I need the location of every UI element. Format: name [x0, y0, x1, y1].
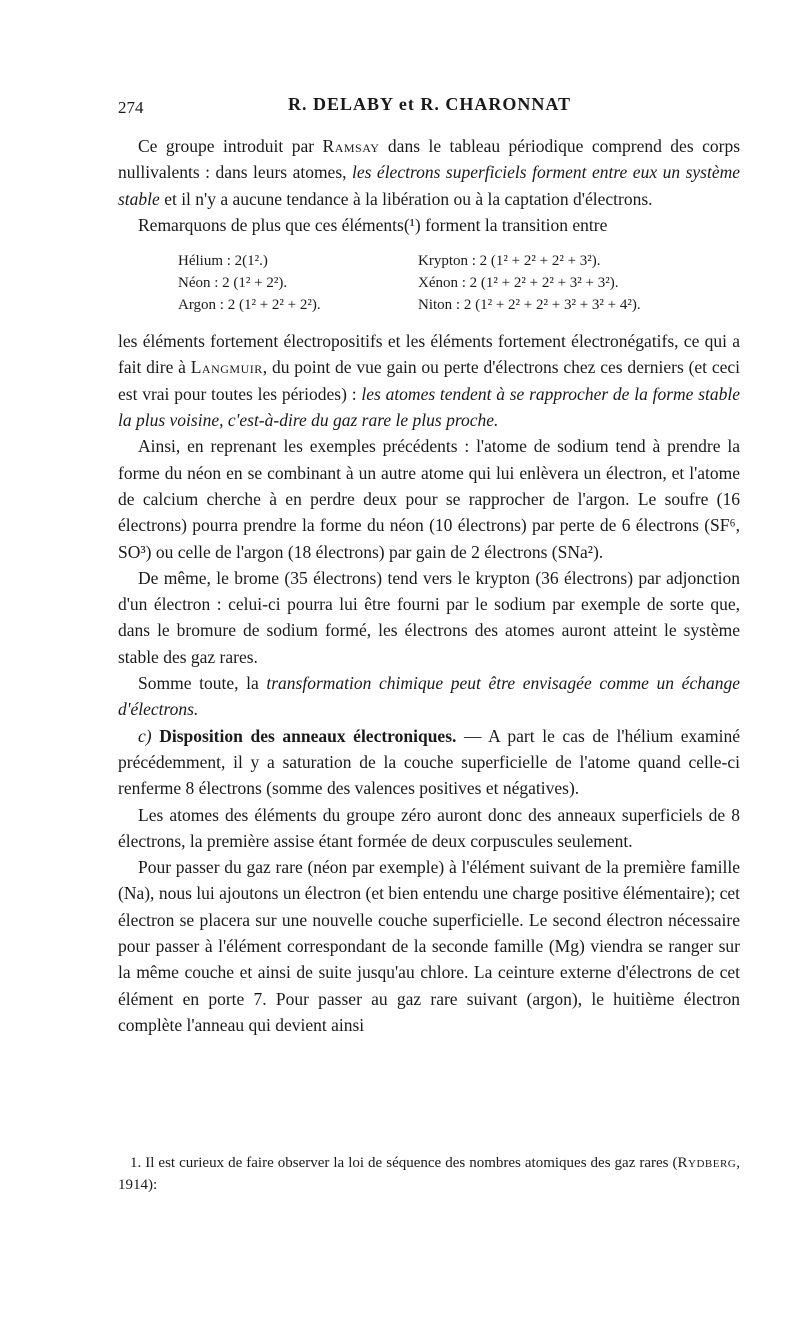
- page-number: 274: [118, 98, 144, 117]
- section-label: c): [138, 725, 152, 746]
- section-heading: Disposition des anneaux électroniques.: [159, 725, 457, 746]
- running-title: R. DELABY et R. CHARONNAT: [288, 94, 571, 114]
- element-entry: Néon : 2 (1² + 2²).: [178, 275, 288, 292]
- text-run: , 1914):: [118, 1155, 740, 1193]
- emphasis: transformation chimique peut être envisagée comme un échange d'électrons.: [118, 673, 740, 720]
- text-run: dans le tableau périodique comprend des corps nullivalents : dans leurs atomes,: [118, 136, 741, 183]
- text-run: 1. Il est curieux de faire observer la loi de séquence des nombres atomiques des gaz rares (: [130, 1155, 678, 1171]
- text-run: , du point de vue gain ou perte d'électrons chez ces derniers (et ceci est vrai pour toutes les périodes) :: [118, 357, 741, 404]
- author-name: Langmuir: [190, 357, 263, 378]
- paragraph: [118, 723, 740, 802]
- footnote-text: [118, 1152, 740, 1196]
- element-entry: Argon : 2 (1² + 2² + 2²).: [178, 297, 321, 314]
- text-run: et il n'y a aucune tendance à la libération ou à la captation d'électrons.: [159, 188, 653, 209]
- paragraph: Les atomes des éléments du groupe zéro auront donc des anneaux superficiels de 8 électrons, la première assise étant formée de deux corpuscules seulement.: [118, 804, 740, 851]
- element-entry: Niton : 2 (1² + 2² + 2² + 3² + 3² + 4²).: [418, 297, 641, 314]
- paragraph: [118, 670, 740, 723]
- text-run: Ce groupe introduit par: [138, 136, 323, 156]
- element-list: [178, 250, 740, 316]
- element-entry: Krypton : 2 (1² + 2² + 2² + 3²).: [418, 253, 601, 270]
- element-entry: Xénon : 2 (1² + 2² + 2² + 3² + 3²).: [418, 275, 619, 292]
- footnote: [118, 1152, 740, 1196]
- paragraph: [118, 133, 740, 212]
- text-run: les éléments fortement électropositifs et les éléments fortement électronégatifs, ce qui a fait dire à: [118, 331, 740, 378]
- paragraph: Ainsi, en reprenant les exemples précédents : l'atome de sodium tend à prendre la forme du néon en se combinant à un autre atome qui lui enlèvera un électron, et l'atome de calcium cherche à en perdre deux pour se rapprocher de l'argon. Le soufre (16 électrons) pourra prendre la forme du néon (10 électrons) par perte de 6 électrons (SF⁶, SO³) ou celle de l'argon (18 électrons) par gain de 2 électrons (SNa²).: [118, 436, 740, 562]
- text-run: Somme toute, la: [138, 673, 267, 694]
- paragraph: De même, le brome (35 électrons) tend vers le krypton (36 électrons) par adjonction d'un électron : celui-ci pourra lui être fourni par le sodium par exemple de sorte que, dans le bromure de sodium formé, les électrons des atomes auront atteint le système stable des gaz rares.: [118, 567, 740, 667]
- emphasis: les électrons superficiels forment entre eux un système stable: [118, 162, 740, 209]
- paragraph: Pour passer du gaz rare (néon par exemple) à l'élément suivant de la première famille (Na), nous lui ajoutons un électron (et bien entendu une charge positive élémentaire); cet électron se placera sur une nouvelle couche superficielle. Le second électron nécessaire pour passer à l'élément correspondant de la seconde famille (Mg) viendra se ranger sur la même couche et ainsi de suite jusqu'au chlore. La ceinture externe d'électrons de cet élément en porte 7. Pour passer au gaz rare suivant (argon), le huitième électron complète l'anneau qui devient ainsi: [118, 857, 740, 1035]
- author-name: Rydberg: [677, 1155, 737, 1171]
- emphasis: les atomes tendent à se rapprocher de la forme stable la plus voisine, c'est-à-dire du gaz rare le plus proche.: [118, 383, 740, 431]
- element-entry: Hélium : 2(1².): [178, 253, 268, 270]
- page-header: [118, 92, 740, 122]
- body-text: [118, 133, 740, 1038]
- text-run: — A part le cas de l'hélium examiné précédemment, il y a saturation de la couche superficielle de l'atome quand celle-ci renferme 8 électrons (somme des valences positives et négatives).: [118, 725, 740, 799]
- author-name: Ramsay: [322, 136, 380, 156]
- paragraph: Remarquons de plus que ces éléments(¹) forment la transition entre: [138, 214, 608, 235]
- paragraph: [118, 328, 740, 433]
